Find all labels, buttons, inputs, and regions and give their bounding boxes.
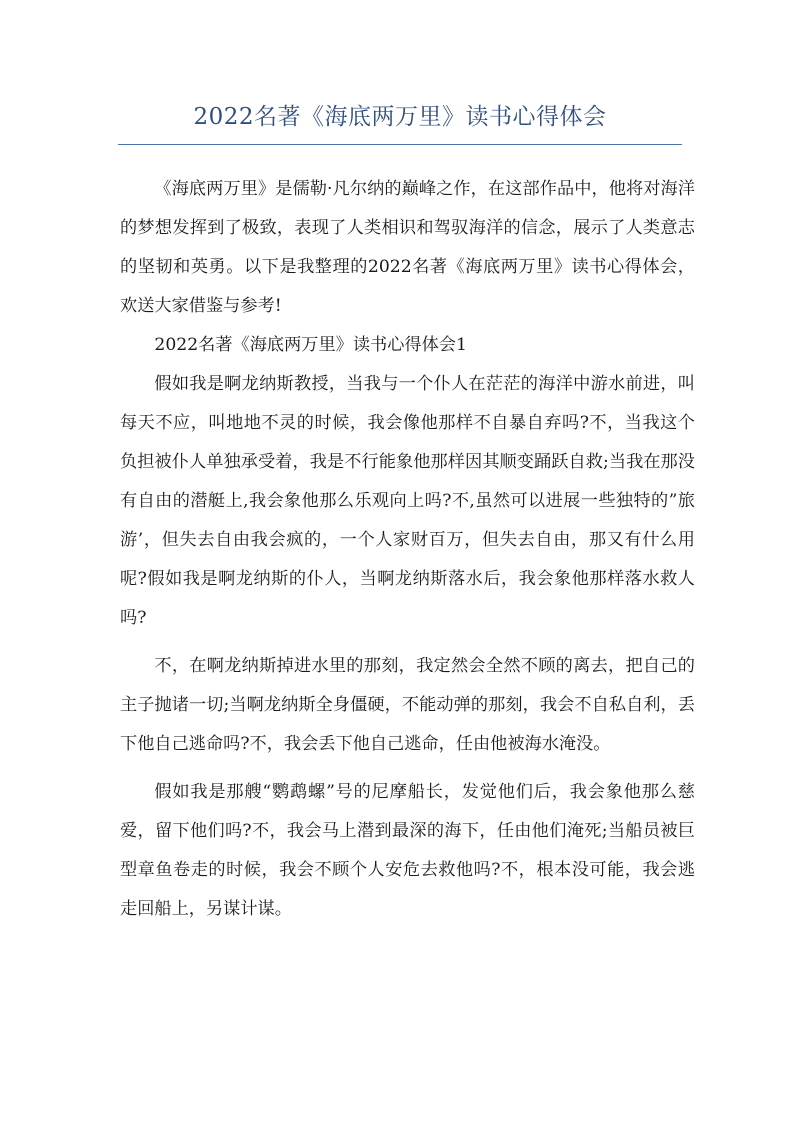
document-body — [120, 170, 695, 929]
section-heading: 2022名著《海底两万里》读书心得体会1 — [154, 335, 467, 355]
body-paragraph-1: 假如我是啊龙纳斯教授，当我与一个仆人在茫茫的海洋中游水前进，叫每天不应，叫地地不灵的时候，我会像他那样不自暴自弃吗?不，当我这个负担被仆人单独承受着，我是不行能象他那样因其顺变踊跃自救;当我在那没有自由的潜艇上,我会象他那么乐观向上吗?不,虽然可以进展一些独特的”旅游’，但失去自由我会疯的，一个人家财百万，但失去自由，那又有什么用呢?假如我是啊龙纳斯的仆人，当啊龙纳斯落水后，我会象他那样落水救人吗? — [120, 374, 695, 628]
title-underline — [118, 144, 682, 145]
document-title: 2022名著《海底两万里》读书心得体会 — [193, 104, 607, 130]
intro-paragraph: 《海底两万里》是儒勒·凡尔纳的巅峰之作，在这部作品中，他将对海洋的梦想发挥到了极致，表现了人类相识和驾驭海洋的信念，展示了人类意志的坚韧和英勇。以下是我整理的2022名著《海底两万里》读书心得体会，欢送大家借鉴与参考! — [120, 179, 695, 316]
body-paragraph-3: 假如我是那艘“鹦鹉螺”号的尼摩船长，发觉他们后，我会象他那么慈爱，留下他们吗?不，我会马上潜到最深的海下，任由他们淹死;当船员被巨型章鱼卷走的时候，我会不顾个人安危去救他吗?不，根本没可能，我会逃走回船上，另谋计谋。 — [120, 782, 695, 919]
body-paragraph-2: 不，在啊龙纳斯掉进水里的那刻，我定然会全然不顾的离去，把自己的主子抛诸一切;当啊龙纳斯全身僵硬，不能动弹的那刻，我会不自私自利，丢下他自己逃命吗?不，我会丢下他自己逃命，任由他被海水淹没。 — [120, 656, 695, 754]
